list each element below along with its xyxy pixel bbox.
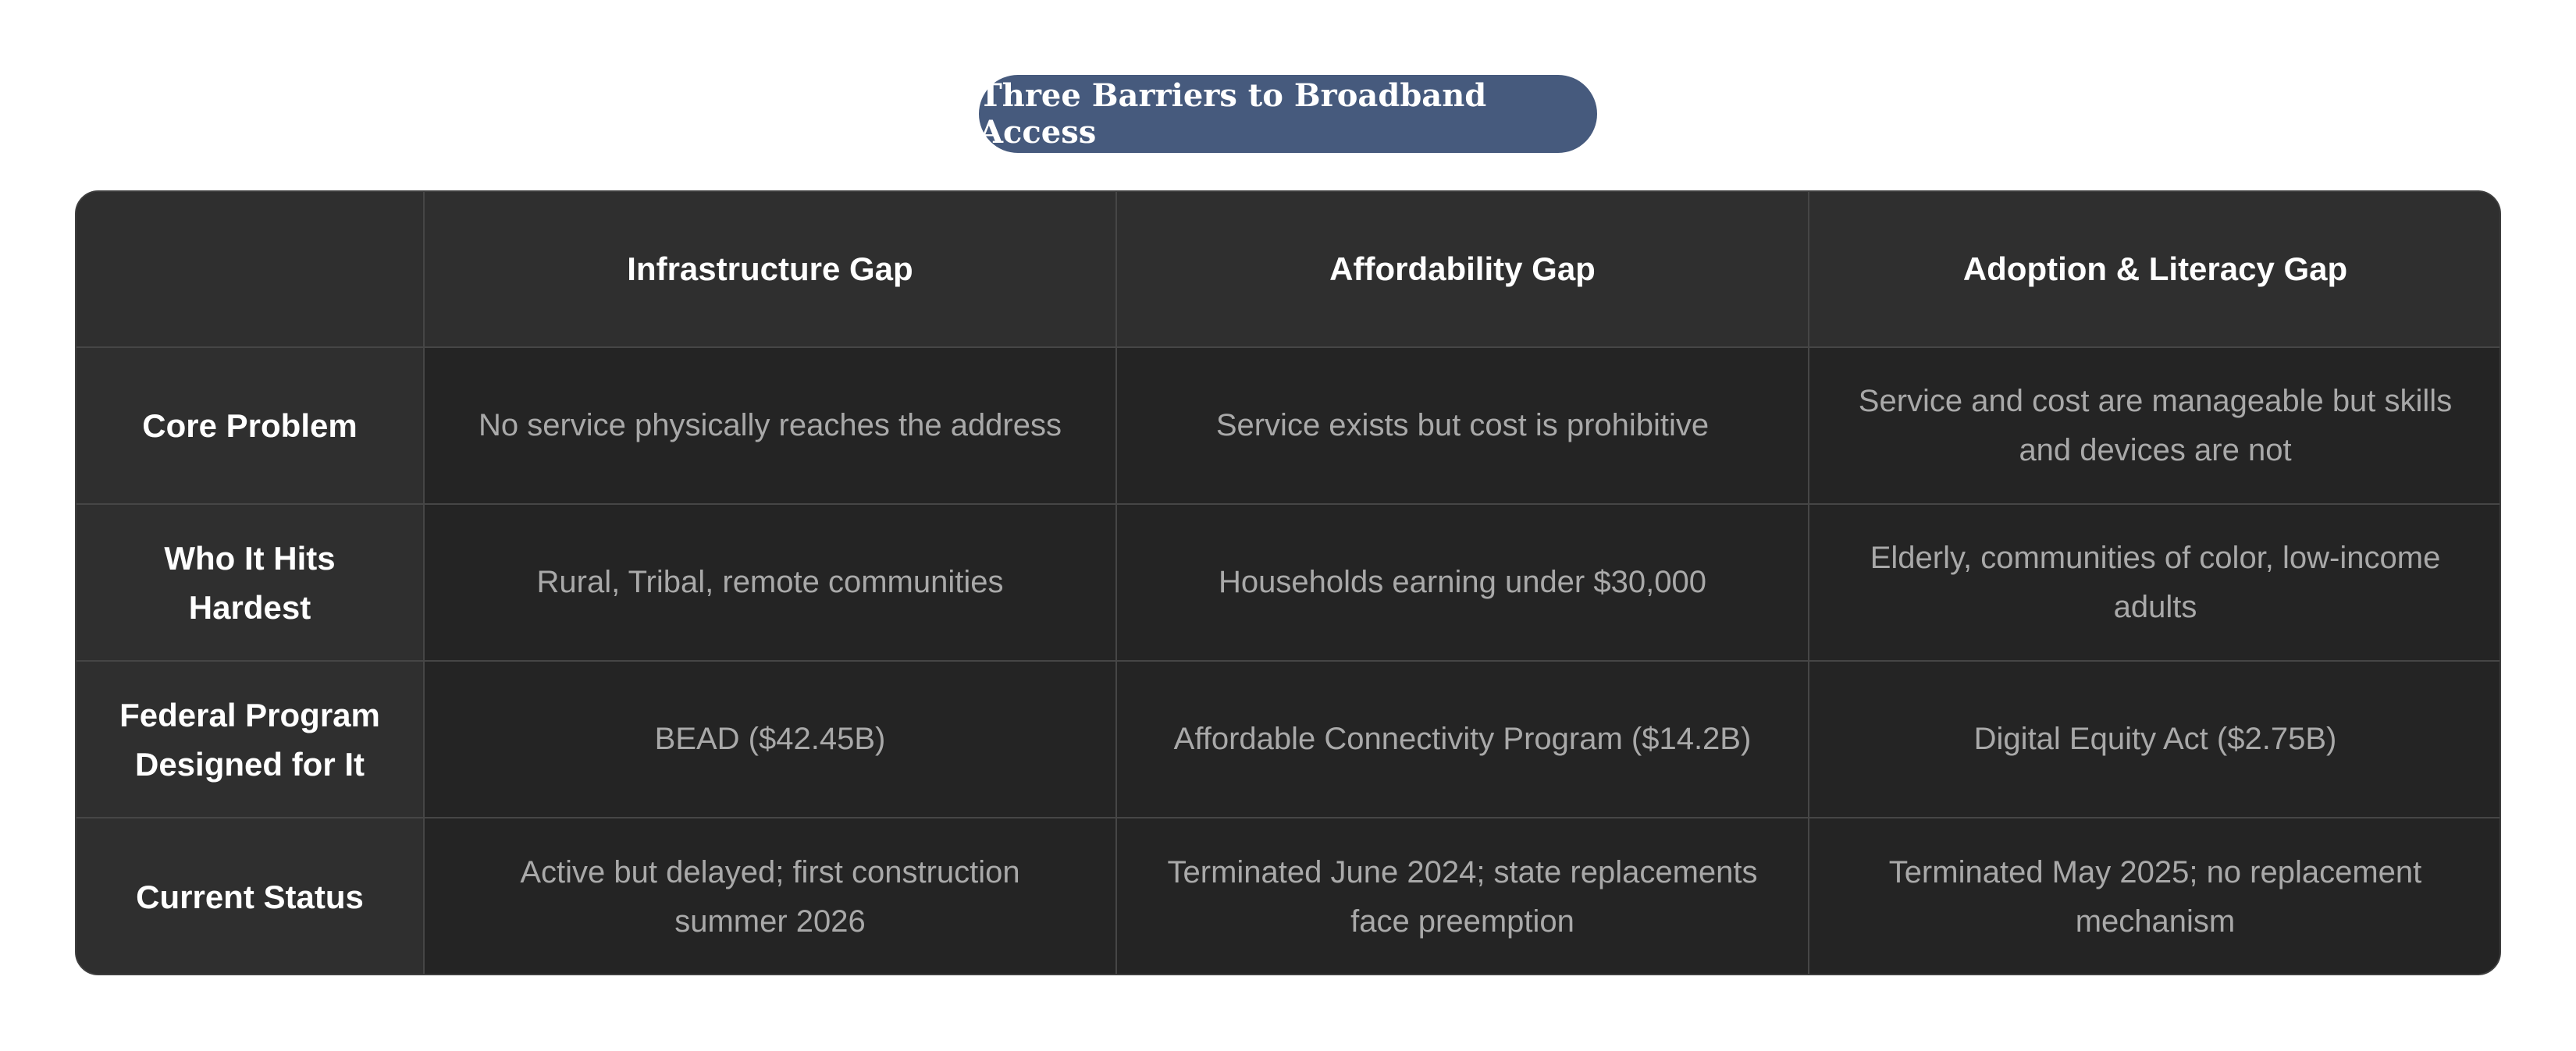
table-cell: Terminated June 2024; state replacements face preemption [1117,818,1809,975]
table-cell: Affordable Connectivity Program ($14.2B) [1117,662,1809,818]
table-cell: Active but delayed; first construction summer 2026 [425,818,1117,975]
table-cell: Households earning under $30,000 [1117,505,1809,662]
table-grid [76,192,2500,974]
column-header-affordability: Affordability Gap [1117,192,1809,348]
row-header-current-status: Current Status [76,818,425,975]
column-header-infrastructure: Infrastructure Gap [425,192,1117,348]
table-cell: No service physically reaches the address [425,348,1117,505]
table-cell: Service and cost are manageable but skills and devices are not [1809,348,2501,505]
row-header-core-problem: Core Problem [76,348,425,505]
row-header-who-it-hits: Who It Hits Hardest [76,505,425,662]
table-corner-cell [76,192,425,348]
table-cell: Digital Equity Act ($2.75B) [1809,662,2501,818]
page-title: Three Barriers to Broadband Access [979,75,1597,153]
table-cell: Service exists but cost is prohibitive [1117,348,1809,505]
comparison-table [75,190,2501,975]
table-cell: Terminated May 2025; no replacement mechanism [1809,818,2501,975]
table-cell: BEAD ($42.45B) [425,662,1117,818]
row-header-federal-program: Federal Program Designed for It [76,662,425,818]
table-cell: Elderly, communities of color, low-income adults [1809,505,2501,662]
column-header-adoption: Adoption & Literacy Gap [1809,192,2501,348]
table-cell: Rural, Tribal, remote communities [425,505,1117,662]
